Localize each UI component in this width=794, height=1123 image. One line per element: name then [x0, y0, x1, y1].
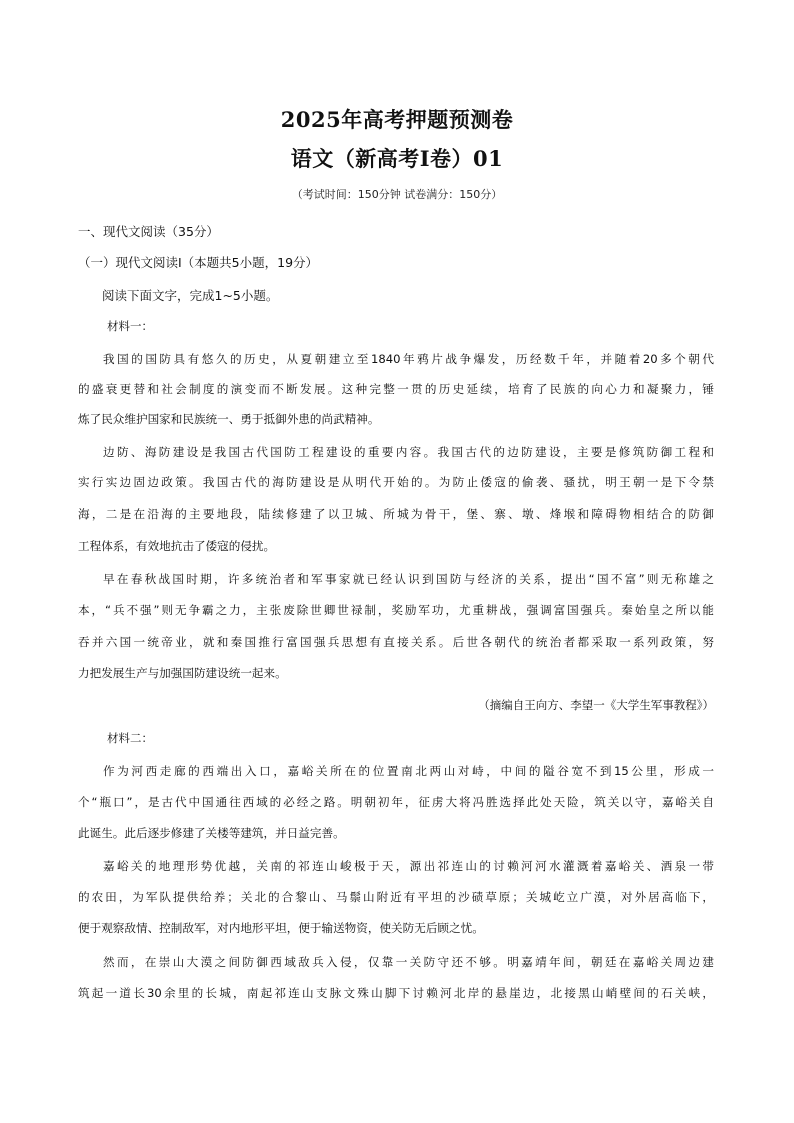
paragraph-line: 的农田，为军队提供给养；关北的合黎山、马鬃山附近有平坦的沙碛草原；关城屹立广漠，对外居高临下， [78, 890, 714, 904]
paragraph-line: 嘉峪关的地理形势优越，关南的祁连山峻极于天，源出祁连山的讨赖河河水灌溉着嘉峪关、酒泉一带 [103, 859, 714, 873]
exam-subtitle: 语文（新高考Ⅰ卷）01 [290, 146, 504, 171]
paragraph-line: 个“瓶口”，是古代中国通往西域的必经之路。明朝初年，征虏大将冯胜选择此处天险，筑关以守，嘉峪关自 [78, 795, 714, 809]
paragraph-line: 作为河西走廊的西端出入口，嘉峪关所在的位置南北两山对峙，中间的隘谷宽不到15公里，形成一 [103, 764, 714, 778]
paragraph-line: 实行实边固边政策。我国古代的海防建设是从明代开始的。为防止倭寇的偷袭、骚扰，明王朝一是下令禁 [78, 475, 714, 489]
exam-title: 2025年高考押题预测卷 [280, 107, 514, 132]
paragraph-line: 工程体系，有效地抗击了倭寇的侵扰。 [78, 539, 276, 553]
material-two-label: 材料二： [107, 731, 153, 745]
paragraph-line: 便于观察敌情、控制敌军，对内地形平坦，便于输送物资，使关防无后顾之忧。 [78, 921, 484, 935]
material-one-source: （摘编自王向方、李望一《大学生军事教程》） [478, 698, 714, 712]
paragraph-line: 早在春秋战国时期，许多统治者和军事家就已经认识到国防与经济的关系，提出“国不富”则无称雄之 [103, 572, 714, 586]
paragraph-line: 炼了民众维护国家和民族统一、勇于抵御外患的尚武精神。 [78, 412, 380, 426]
paragraph-line: 海，二是在沿海的主要地段，陆续修建了以卫城、所城为骨干，堡、寨、墩、烽堠和障碍物相结合的防御 [78, 507, 714, 521]
paragraph-line: 本，“兵不强”则无争霸之力，主张废除世卿世禄制，奖励军功，尤重耕战，强调富国强兵。秦始皇之所以能 [78, 603, 714, 617]
reading-instruction: 阅读下面文字，完成1~5小题。 [102, 288, 279, 303]
paragraph-line: 边防、海防建设是我国古代国防工程建设的重要内容。我国古代的边防建设，主要是修筑防御工程和 [103, 445, 714, 459]
paragraph-line: 吞并六国一统帝业，就和秦国推行富国强兵思想有直接关系。后世各朝代的统治者都采取一系列政策，努 [78, 635, 714, 649]
paragraph-line: 此诞生。此后逐步修建了关楼等建筑，并日益完善。 [78, 826, 345, 840]
subsection-heading: （一）现代文阅读Ⅰ（本题共5小题，19分） [78, 255, 319, 270]
paragraph-line: 力把发展生产与加强国防建设统一起来。 [78, 666, 287, 680]
paragraph-line: 我国的国防具有悠久的历史，从夏朝建立至1840年鸦片战争爆发，历经数千年，并随着20多个朝代 [103, 352, 714, 366]
exam-info: （考试时间：150分钟 试卷满分：150分） [291, 188, 503, 201]
paragraph-line: 的盛衰更替和社会制度的演变而不断发展。这种完整一贯的历史延续，培育了民族的向心力和凝聚力，锤 [78, 382, 714, 396]
section-heading: 一、现代文阅读（35分） [78, 224, 219, 239]
paragraph-line: 筑起一道长30余里的长城，南起祁连山支脉文殊山脚下讨赖河北岸的悬崖边，北接黑山峭壁间的石关峡， [78, 986, 714, 1000]
paragraph-line: 然而，在崇山大漠之间防御西域敌兵入侵，仅靠一关防守还不够。明嘉靖年间，朝廷在嘉峪关周边建 [103, 955, 714, 969]
material-one-label: 材料一： [107, 319, 153, 333]
